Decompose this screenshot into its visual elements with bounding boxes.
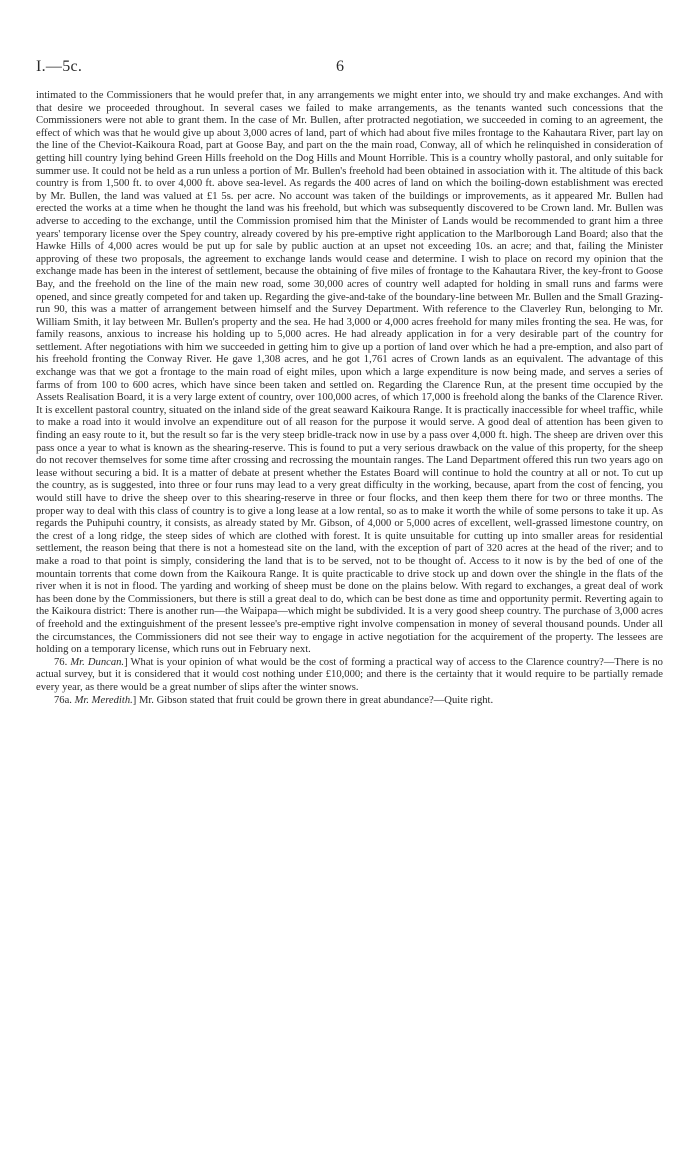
question-76a (36, 695, 663, 708)
question-text: ] Mr. Gibson stated that fruit could be grown there in great abundance?—Quite right. (132, 694, 494, 706)
question-speaker: Mr. Meredith. (74, 694, 133, 706)
question-number: 76. (54, 656, 68, 668)
question-number: 76a. (54, 694, 72, 706)
paragraph: intimated to the Commissioners that he would prefer that, in any arrangements we might enter into, we should try and make exchanges. And with that desire we proceeded throughout. In several cases we failed to make arrangements, as the tenants wanted such concessions that the Commissioners were not able to grant them. In the case of Mr. Bullen, after protracted negotiation, we succeeded in coming to an agreement, the effect of which was that he would give up about 3,000 acres of land, part of which had about five miles frontage to the Kahautara River, part lay on the line of the Cheviot-Kaikoura Road, part at Goose Bay, and part on the the main road, Conway, all of which he relinquished in consideration of getting hill country lying behind Green Hills freehold on the Dog Hills and Mount Horrible. This is a country wholly pastoral, and only suitable for summer use. It could not be held as a run unless a portion of Mr. Bullen's freehold had been obtained in association with it. The altitude of this back country is from 1,500 ft. to over 4,000 ft. above sea-level. As regards the 400 acres of land on which the boiling-down establishment was erected by Mr. Bullen, the land was valued at £1 5s. per acre. No account was taken of the buildings or improvements, as it appeared Mr. Bullen had erected the works at a time when he thought the land was his freehold, but which was subsequently discovered to be Crown land. Mr. Bullen was adverse to acceding to the exchange, until the Commission promised him that the Minister of Lands would be recommended to grant him a three years' temporary license over the Spey country, already covered by his pre-emptive right application to the Marlborough Land Board; also that the Hawke Hills of 4,000 acres would be put up for sale by public auction at an upset not exceeding 10s. an acre; and that, failing the Minister approving of these two proposals, the agreement to exchange lands would cease and determine. I wish to place on record my opinion that the exchange made has been in the interest of settlement, because the obtaining of five miles of frontage to the Kahautara River, the key-front to Goose Bay, and the freehold on the line of the main new road, some 30,000 acres of country well adapted for holding in small runs and farms were opened, and since greatly competed for and taken up. Regarding the give-and-take of the boundary-line between Mr. Bullen and the Small Grazing-run 90, this was a matter of arrangement between himself and the Survey Department. With reference to the Claverley Run, belonging to Mr. William Smith, it lay between Mr. Bullen's property and the sea. He had 3,000 or 4,000 acres freehold for many miles fronting the sea. He was, for family reasons, anxious to increase his holding up to 5,000 acres. He had already application in for a very desirable part of the country for settlement. After negotiations with him we succeeded in getting him to give up a portion of land over which he had a pre-emption, and also part of his freehold fronting the Conway River. He gave 1,308 acres, and he got 1,761 acres of Crown lands as an equivalent. The advantage of this exchange was that we got a frontage to the main road of eight miles, upon which a large expenditure is now being made, and serves a series of farms of from 100 to 600 acres, which have since been taken and settled on. Regarding the Clarence Run, at the present time occupied by the Assets Realisation Board, it is a very large extent of country, over 100,000 acres, of which 17,000 is freehold along the banks of the Clarence River. It is excellent pastoral country, situated on the inland side of the great seaward Kaikoura Range. It is practically inaccessible for wheel traffic, while to make a road into it would involve an expenditure out of all reason for the purpose it would serve. A good deal of attention has been given to finding an easy route to it, but the result so far is the very steep bridle-track now in use by a pass over 4,000 ft. high. The sheep are driven over this pass once a year to what is known as the shearing-reserve. This is found to put a very serious drawback on the value of this property, for the sheep do not recover themselves for some time after crossing and recrossing the mountain ranges. The Land Department offered this run two years ago on lease without securing a bid. It is a matter of debate at present whether the Estates Board will continue to hold the country at all or not. To cut up the country, as is suggested, into three or four runs may lead to a very great difficulty in the working, because, apart from the cost of fencing, you would still have to drive the sheep over to this shearing-reserve in three or four flocks, and then keep them there for two or three months. The proper way to deal with this class of country is to give a long lease at a low rental, so as to make it worth the while of some persons to take it up. As regards the Puhipuhi country, it consists, as already stated by Mr. Gibson, of 4,000 or 5,000 acres of excellent, well-grassed limestone country, on the crest of a long ridge, the steep sides of which are clothed with forest. It is quite unsuitable for cutting up into smaller areas for residential settlement, the reason being that there is not a homestead site on the land, with the exception of part of 320 acres at the head of the river; and to make a road to that point is simply, considering the land that is to be served, not to be thought of. Access to it now is by the bed of one of the mountain torrents that come down from the Kaikoura Range. It is quite practicable to drive stock up and down over the shingle in the flats of the river when it is not in flood. The yarding and working of sheep must be done on the plains below. With regard to exchanges, a great deal of work has been done by the Commissioners, but there is still a great deal to do, which can be best done as time and opportunity permit. Reverting again to the Kaikoura district: There is another run—the Waipapa—which might be subdivided. It is a very good sheep country. The purchase of 3,000 acres of freehold and the extinguishment of the present lessee's pre-emptive right involve compensation in money of several thousand pounds. Under all the circumstances, the Commissioners did not see their way to engage in active negotiation for the acquirement of the property. The lessees are holding on a temporary license, which runs out in February next. (36, 90, 663, 656)
body-text (36, 90, 663, 707)
question-text: ] What is your opinion of what would be the cost of forming a practical way of access to the Clarence country?—There is no actual survey, but it is considered that it would cost nothing under £10,000; and there is the certainty that it would require to be partially remade every year, as there would be a great number of slips after the winter snows. (36, 656, 663, 693)
page-reference: I.—5c. (36, 58, 83, 75)
page-number: 6 (336, 58, 344, 75)
question-speaker: Mr. Duncan. (70, 656, 125, 668)
question-76 (36, 657, 663, 695)
